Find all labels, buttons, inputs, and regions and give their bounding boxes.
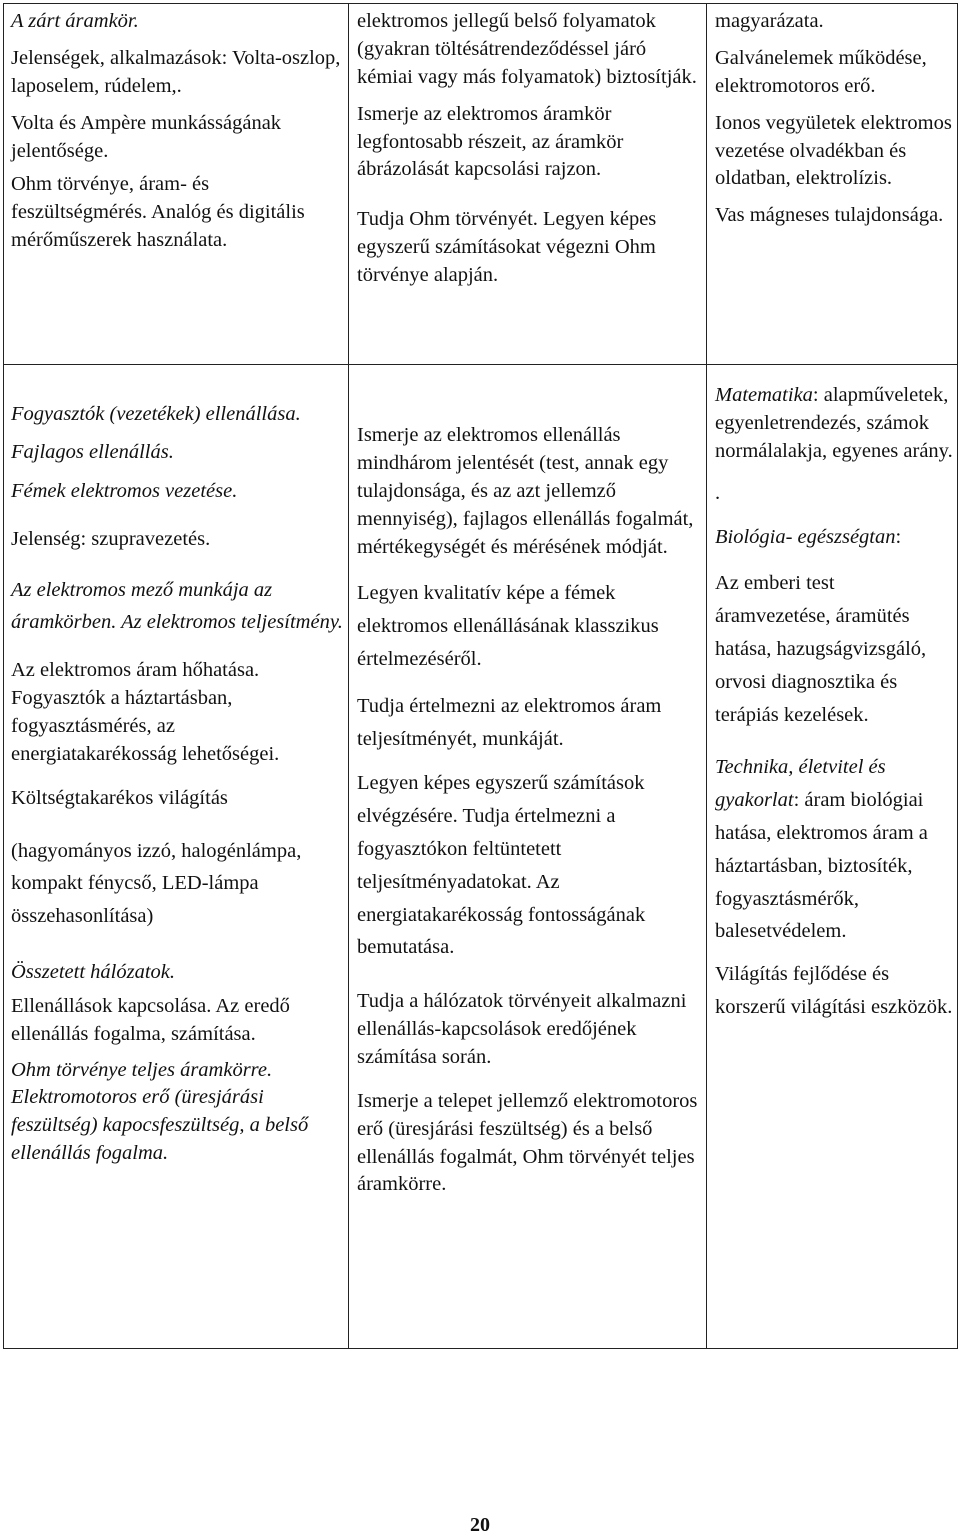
connection-text: Ionos vegyületek elektromos vezetése olvadékban és oldatban, elektrolízis. <box>715 111 952 190</box>
row2-connections-cell <box>715 382 953 1033</box>
math-text: : alapműveletek, egyenletrendezés, számok normálalakja, egyenes arány. <box>715 384 953 462</box>
requirement-text: Tudja a hálózatok törvényeit alkalmazni ellenállás-kapcsolások eredőjének számítása során. <box>357 990 687 1068</box>
row1-connections-cell <box>715 8 953 239</box>
requirement-text: Legyen kvalitatív képe a fémek elektromos ellenállásának klasszikus értelmezéséről. <box>357 582 659 670</box>
curriculum-table <box>3 3 958 1349</box>
row2-requirements-cell <box>357 422 705 1208</box>
row1-topics-cell <box>11 8 341 264</box>
connection-tech <box>715 751 953 948</box>
connection-math <box>715 382 953 466</box>
requirement-text: Legyen képes egyszerű számítások elvégzésére. Tudja értelmezni a fogyasztókon feltüntetett teljesítményadatokat. Az energiatakarékosság fontosságának bemutatása. <box>357 772 646 959</box>
requirement-text: elektromos jellegű belső folyamatok (gyakran töltésátrendeződéssel járó kémiai vagy más folyamatok) biztosítják. <box>357 10 697 88</box>
connection-text: Világítás fejlődése és korszerű világítási eszközök. <box>715 963 953 1018</box>
row-divider <box>4 364 957 365</box>
connection-text: Galvánelemek működése, elektromotoros erő. <box>715 46 927 97</box>
topic-text: Jelenségek, alkalmazások: Volta-oszlop, laposelem, rúdelem,. <box>11 46 341 97</box>
requirement-text: Tudja Ohm törvényét. Legyen képes egyszerű számításokat végezni Ohm törvénye alapján. <box>357 208 657 286</box>
connection-dot: . <box>715 481 721 504</box>
topic-text: Fogyasztók (vezetékek) ellenállása. Fajlagos ellenállás. <box>11 403 301 463</box>
topic-text: Volta és Ampère munkásságának jelentősége. <box>11 111 282 162</box>
requirement-text: Ismerje az elektromos áramkör legfontosabb részeit, az áramkör ábrázolását kapcsolási rajzon. <box>357 102 624 181</box>
tech-text: : áram biológiai hatása, elektromos áram a háztartásban, biztosíték, fogyasztásmérők, balesetvédelem. <box>715 789 928 943</box>
bio-colon: : <box>895 525 902 548</box>
topic-text: Jelenség: szupravezetés. <box>11 527 211 550</box>
math-label: Matematika <box>715 384 813 406</box>
topic-text: Az elektromos mező munkája az áramkörben. Az elektromos teljesítmény. <box>11 578 343 634</box>
topic-text: Ohm törvénye teljes áramkörre. Elektromotoros erő (üresjárási feszültség) kapocsfeszültség, a belső ellenállás fogalma. <box>11 1058 309 1165</box>
requirement-text: Ismerje a telepet jellemző elektromotoros erő (üresjárási feszültség) és a belső ellenállás fogalmát, Ohm törvényét teljes áramkörre. <box>357 1089 698 1196</box>
bio-label: Biológia- egészségtan <box>715 525 896 548</box>
topic-text: Fémek elektromos vezetése. <box>11 479 238 502</box>
page-number: 20 <box>470 1514 490 1536</box>
connection-bio-text: Az emberi test áramvezetése, áramütés hatása, hazugságvizsgáló, orvosi diagnosztika és terápiás kezelések. <box>715 572 927 726</box>
requirement-text: Tudja értelmezni az elektromos áram teljesítményét, munkáját. <box>357 694 662 750</box>
topic-title: A zárt áramkör. <box>11 10 139 32</box>
topic-text: (hagyományos izzó, halogénlámpa, kompakt fénycső, LED-lámpa összehasonlítása) <box>11 839 302 928</box>
connection-text: magyarázata. <box>715 10 824 32</box>
topic-text: Az elektromos áram hőhatása. Fogyasztók a háztartásban, fogyasztásmérés, az energiatakarékosság lehetőségei. <box>11 659 280 765</box>
topic-text: Összetett hálózatok. <box>11 960 175 983</box>
tech-label: Technika, életvitel és gyakorlat <box>715 756 886 812</box>
connection-text: Vas mágneses tulajdonsága. <box>715 204 944 227</box>
topic-text: Ohm törvénye, áram- és feszültségmérés. Analóg és digitális mérőműszerek használata. <box>11 173 305 252</box>
column-divider <box>706 4 707 1348</box>
topic-text: Ellenállások kapcsolása. Az eredő ellenállás fogalma, számítása. <box>11 994 290 1045</box>
topic-text: Költségtakarékos világítás <box>11 786 228 809</box>
row2-topics-cell <box>11 396 344 1177</box>
row1-requirements-cell <box>357 8 702 299</box>
requirement-text: Ismerje az elektromos ellenállás mindhárom jelentését (test, annak egy tulajdonsága, és az azt jellemző mennyiség), fajlagos ellenállás fogalmát, mértékegységét és mérésének módját. <box>357 424 694 558</box>
column-divider <box>348 4 349 1348</box>
connection-bio-label <box>715 524 953 552</box>
